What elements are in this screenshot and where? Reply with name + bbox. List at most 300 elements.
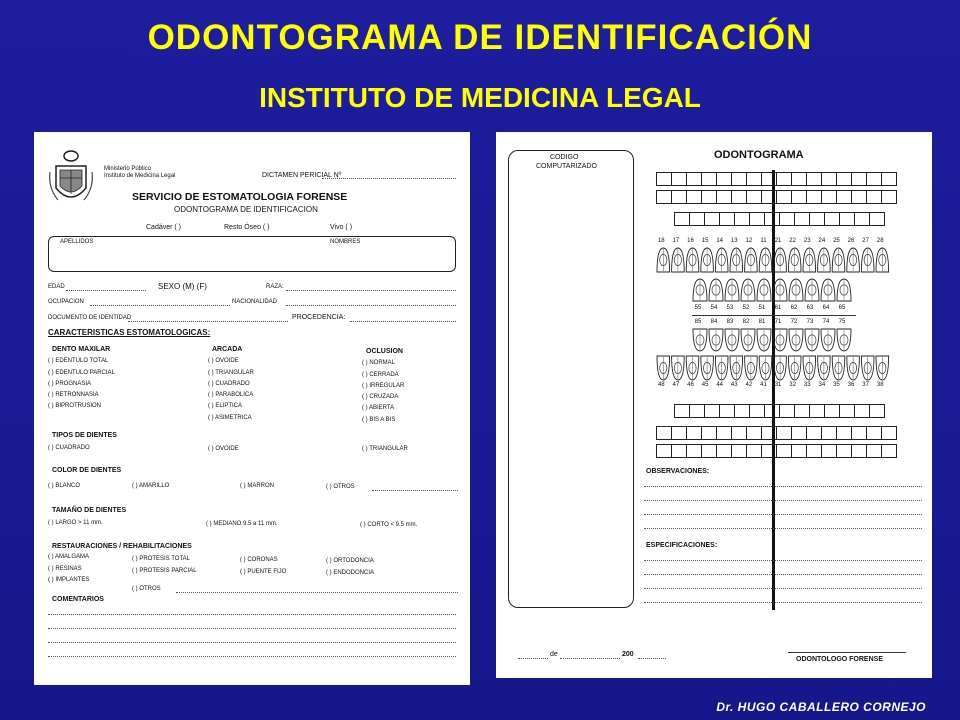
tooth-number: 51 <box>758 305 766 311</box>
tooth-diagram[interactable] <box>725 329 739 351</box>
tooth-cell[interactable] <box>762 444 777 458</box>
tooth-number: 38 <box>876 382 884 388</box>
tooth-number: 42 <box>745 382 753 388</box>
tooth-diagram[interactable] <box>741 279 755 301</box>
dictamen-field[interactable] <box>322 178 456 179</box>
names-box[interactable] <box>48 236 456 272</box>
tooth-diagram[interactable] <box>759 356 772 380</box>
tooth-diagram[interactable] <box>818 356 831 380</box>
restauracion-option[interactable]: ( ) IMPLANTES <box>48 577 90 583</box>
tooth-number: 35 <box>833 382 840 388</box>
tooth-diagram[interactable] <box>693 329 707 351</box>
tooth-diagram[interactable] <box>745 248 758 272</box>
tooth-cell[interactable] <box>792 172 807 186</box>
lower-grid-row-short[interactable] <box>674 404 885 418</box>
tooth-number: 27 <box>862 238 869 244</box>
upper-deciduous-teeth[interactable] <box>692 277 852 303</box>
lower-deciduous-teeth[interactable] <box>692 327 852 353</box>
tooth-number: 14 <box>716 238 724 244</box>
tooth-diagram[interactable] <box>788 356 801 380</box>
tooth-number: 23 <box>803 238 811 244</box>
tooth-diagram[interactable] <box>757 329 771 351</box>
tooth-cell[interactable] <box>732 426 747 440</box>
tooth-cell[interactable] <box>765 212 780 226</box>
status-vivo[interactable]: Vivo ( ) <box>330 224 353 231</box>
arcada-option[interactable]: ( ) OVOIDE <box>208 358 239 364</box>
status-cadaver[interactable]: Cadáver ( ) <box>146 224 182 231</box>
dento-option[interactable]: ( ) EDENTULO PARCIAL <box>48 370 115 376</box>
arcada-option[interactable]: ( ) CUADRADO <box>208 381 250 387</box>
tooth-diagram[interactable] <box>818 248 831 272</box>
upper-permanent-labels <box>654 238 888 244</box>
tooth-cell[interactable] <box>852 172 867 186</box>
tooth-cell[interactable] <box>765 404 780 418</box>
tooth-diagram[interactable] <box>847 248 860 272</box>
tooth-number: 24 <box>818 238 826 244</box>
tooth-cell[interactable] <box>780 212 795 226</box>
slide-subtitle: INSTITUTO DE MEDICINA LEGAL <box>259 82 701 113</box>
tooth-diagram[interactable] <box>803 356 816 380</box>
tooth-cell[interactable] <box>747 172 762 186</box>
tooth-number: 22 <box>789 238 796 244</box>
especificaciones-line[interactable] <box>644 602 922 603</box>
tooth-number: 34 <box>818 382 826 388</box>
tooth-number: 31 <box>774 382 782 388</box>
lower-deciduous-labels <box>690 319 850 325</box>
tooth-number: 37 <box>862 382 869 388</box>
tooth-number: 41 <box>760 382 767 388</box>
tooth-number: 18 <box>657 238 665 244</box>
date-year-field[interactable] <box>638 658 666 659</box>
tooth-cell[interactable] <box>717 190 732 204</box>
tooth-cell[interactable] <box>882 426 897 440</box>
tooth-cell[interactable] <box>702 444 717 458</box>
tooth-diagram[interactable] <box>715 248 728 272</box>
tooth-diagram[interactable] <box>672 248 685 272</box>
tooth-number: 25 <box>833 238 840 244</box>
tooth-diagram[interactable] <box>701 248 714 272</box>
tooth-cell[interactable] <box>735 404 750 418</box>
tooth-cell[interactable] <box>747 444 762 458</box>
tooth-cell[interactable] <box>687 172 702 186</box>
tooth-number: 13 <box>730 238 738 244</box>
tooth-diagram[interactable] <box>847 356 860 380</box>
tooth-cell[interactable] <box>717 426 732 440</box>
tooth-cell[interactable] <box>882 190 897 204</box>
especificaciones-line[interactable] <box>644 588 922 589</box>
restauracion-option[interactable]: ( ) AMALGAMA <box>48 554 90 560</box>
especificaciones-line[interactable] <box>644 574 922 575</box>
tooth-number: 55 <box>694 305 702 311</box>
tooth-number: 48 <box>657 382 665 388</box>
tooth-cell[interactable] <box>690 404 705 418</box>
tooth-cell[interactable] <box>882 172 897 186</box>
color-otros-field[interactable] <box>372 490 458 491</box>
tooth-cell[interactable] <box>687 444 702 458</box>
tooth-cell[interactable] <box>867 172 882 186</box>
tooth-cell[interactable] <box>807 190 822 204</box>
sexo-label: SEXO (M) (F) <box>158 282 207 291</box>
tooth-cell[interactable] <box>867 444 882 458</box>
especificaciones-line[interactable] <box>644 560 922 561</box>
caracteristicas-heading: CARACTERISTICAS ESTOMATOLOGICAS: <box>48 328 211 337</box>
tooth-cell[interactable] <box>674 212 690 226</box>
tooth-diagram[interactable] <box>657 248 670 272</box>
tooth-diagram[interactable] <box>821 329 835 351</box>
arcada-option[interactable]: ( ) PARABOLICA <box>208 392 254 398</box>
color-option[interactable]: ( ) MARRON <box>240 483 274 489</box>
tooth-cell[interactable] <box>762 172 777 186</box>
tooth-cell[interactable] <box>720 212 735 226</box>
tooth-cell[interactable] <box>810 404 825 418</box>
nacionalidad-label: NACIONALIDAD <box>232 299 278 305</box>
tooth-diagram[interactable] <box>805 329 819 351</box>
arcada-heading: ARCADA <box>212 346 243 353</box>
tooth-cell[interactable] <box>792 426 807 440</box>
form-title: ODONTOGRAMA DE IDENTIFICACION <box>174 205 318 214</box>
oclusion-heading: OCLUSION <box>366 348 403 355</box>
tooth-diagram[interactable] <box>861 356 874 380</box>
restauracion-option[interactable]: ( ) ENDODONCIA <box>326 570 374 576</box>
tooth-diagram[interactable] <box>672 356 685 380</box>
restauraciones-heading: RESTAURACIONES / REHABILITACIONES <box>52 543 192 550</box>
slide-title: ODONTOGRAMA DE IDENTIFICACIÓN <box>147 18 813 57</box>
tooth-diagram[interactable] <box>789 279 803 301</box>
tooth-diagram[interactable] <box>773 329 787 351</box>
tooth-cell[interactable] <box>747 426 762 440</box>
tooth-diagram[interactable] <box>730 356 743 380</box>
tamano-option[interactable]: ( ) LARGO > 11 mm. <box>48 520 103 526</box>
tooth-cell[interactable] <box>672 172 687 186</box>
tooth-number: 62 <box>790 305 798 311</box>
service-title: SERVICIO DE ESTOMATOLOGIA FORENSE <box>132 191 348 203</box>
tooth-cell[interactable] <box>702 190 717 204</box>
raza-field[interactable] <box>286 290 456 291</box>
tooth-cell[interactable] <box>852 426 867 440</box>
tooth-cell[interactable] <box>867 190 882 204</box>
tooth-cell[interactable] <box>656 190 672 204</box>
tooth-cell[interactable] <box>702 172 717 186</box>
tamano-option[interactable]: ( ) MEDIANO 9.5 a 11 mm. <box>206 521 278 527</box>
tooth-diagram[interactable] <box>773 279 787 301</box>
tooth-cell[interactable] <box>807 444 822 458</box>
tooth-cell[interactable] <box>674 404 690 418</box>
tooth-cell[interactable] <box>762 426 777 440</box>
tooth-cell[interactable] <box>672 426 687 440</box>
edad-label: EDAD <box>48 284 65 290</box>
odontograma-title: ODONTOGRAMA <box>714 149 804 161</box>
tooth-cell[interactable] <box>777 444 792 458</box>
oclusion-option[interactable]: ( ) CERRADA <box>362 372 399 378</box>
tooth-diagram[interactable] <box>774 356 787 380</box>
date-place-field[interactable] <box>518 658 548 659</box>
especificaciones-heading: ESPECIFICACIONES: <box>646 542 718 549</box>
tooth-cell[interactable] <box>822 444 837 458</box>
status-resto-oseo[interactable]: Resto Óseo ( ) <box>224 224 270 231</box>
tooth-cell[interactable] <box>822 172 837 186</box>
tooth-cell[interactable] <box>822 190 837 204</box>
comentarios-line[interactable] <box>48 656 456 657</box>
tooth-number: 75 <box>838 319 846 325</box>
tooth-cell[interactable] <box>825 212 840 226</box>
tooth-cell[interactable] <box>870 404 885 418</box>
tooth-cell[interactable] <box>810 212 825 226</box>
observaciones-line[interactable] <box>644 528 922 529</box>
arcada-option[interactable]: ( ) ASIMETRICA <box>208 415 252 421</box>
ocupacion-label: OCUPACION <box>48 299 84 305</box>
tooth-diagram[interactable] <box>821 279 835 301</box>
tooth-cell[interactable] <box>825 404 840 418</box>
tooth-diagram[interactable] <box>686 356 699 380</box>
tooth-diagram[interactable] <box>803 248 816 272</box>
tooth-number: 84 <box>710 319 718 325</box>
tooth-number: 43 <box>730 382 738 388</box>
oclusion-option[interactable]: ( ) IRREGULAR <box>362 383 405 389</box>
occlusal-line <box>692 315 856 316</box>
coat-of-arms-emblem <box>46 148 96 212</box>
lower-permanent-teeth[interactable] <box>656 354 892 382</box>
tooth-number: 61 <box>774 305 782 311</box>
tooth-cell[interactable] <box>705 212 720 226</box>
color-option[interactable]: ( ) OTROS <box>326 484 355 490</box>
tooth-number: 71 <box>774 319 782 325</box>
nacionalidad-field[interactable] <box>286 305 456 306</box>
tipos-option[interactable]: ( ) CUADRADO <box>48 445 90 451</box>
tooth-cell[interactable] <box>732 190 747 204</box>
procedencia-field[interactable] <box>350 321 456 322</box>
upper-permanent-teeth[interactable] <box>656 246 892 274</box>
identification-form-sheet <box>34 132 470 685</box>
upper-grid-row[interactable] <box>656 190 897 204</box>
tooth-cell[interactable] <box>656 172 672 186</box>
tooth-cell[interactable] <box>732 172 747 186</box>
observaciones-line[interactable] <box>644 486 922 487</box>
tooth-cell[interactable] <box>747 190 762 204</box>
tooth-diagram[interactable] <box>805 279 819 301</box>
tooth-cell[interactable] <box>690 212 705 226</box>
tooth-number: 85 <box>694 319 702 325</box>
tamano-heading: TAMAÑO DE DIENTES <box>52 507 127 514</box>
tooth-diagram[interactable] <box>745 356 758 380</box>
tooth-cell[interactable] <box>720 404 735 418</box>
tooth-cell[interactable] <box>777 172 792 186</box>
tooth-cell[interactable] <box>867 426 882 440</box>
oclusion-option[interactable]: ( ) BIS A BIS <box>362 417 396 423</box>
tooth-diagram[interactable] <box>774 248 787 272</box>
tooth-cell[interactable] <box>837 172 852 186</box>
tooth-diagram[interactable] <box>715 356 728 380</box>
tooth-number: 82 <box>742 319 750 325</box>
tooth-cell[interactable] <box>795 404 810 418</box>
codigo-label: CODIGO <box>550 154 579 161</box>
dento-maxilar-heading: DENTO MAXILAR <box>52 346 111 353</box>
tamano-option[interactable]: ( ) CORTO < 9.5 mm. <box>360 522 418 528</box>
tooth-number: 83 <box>726 319 734 325</box>
edad-field[interactable] <box>66 290 146 291</box>
comentarios-line[interactable] <box>48 628 456 629</box>
tooth-diagram[interactable] <box>709 329 723 351</box>
tooth-number: 21 <box>774 238 782 244</box>
tooth-cell[interactable] <box>837 190 852 204</box>
restauracion-option[interactable]: ( ) CORONAS <box>240 557 278 563</box>
tooth-cell[interactable] <box>656 426 672 440</box>
tooth-cell[interactable] <box>735 212 750 226</box>
procedencia-label: PROCEDENCIA: <box>292 314 346 321</box>
tooth-cell[interactable] <box>837 426 852 440</box>
lower-grid-row[interactable] <box>656 444 897 458</box>
comentarios-line[interactable] <box>48 614 456 615</box>
tooth-number: 26 <box>847 238 855 244</box>
midline-divider <box>772 170 775 610</box>
tooth-number: 47 <box>672 382 680 388</box>
color-option[interactable]: ( ) BLANCO <box>48 483 81 489</box>
tooth-cell[interactable] <box>777 426 792 440</box>
apellidos-label: APELLIDOS <box>60 239 94 245</box>
tooth-number: 12 <box>745 238 753 244</box>
documento-field[interactable] <box>128 321 288 322</box>
upper-grid-row[interactable] <box>656 172 897 186</box>
comentarios-line[interactable] <box>48 642 456 643</box>
arcada-option[interactable]: ( ) ELIPTICA <box>208 403 243 409</box>
tooth-diagram[interactable] <box>757 279 771 301</box>
restauracion-option[interactable]: ( ) PROTESIS TOTAL <box>132 556 191 562</box>
dento-option[interactable]: ( ) PROGNASIA <box>48 381 92 387</box>
tooth-cell[interactable] <box>837 444 852 458</box>
tooth-number: 53 <box>726 305 734 311</box>
tooth-diagram[interactable] <box>730 248 743 272</box>
comentarios-heading: COMENTARIOS <box>52 596 104 603</box>
tooth-cell[interactable] <box>852 444 867 458</box>
tooth-diagram[interactable] <box>686 248 699 272</box>
upper-deciduous-labels <box>690 305 850 311</box>
tooth-cell[interactable] <box>822 426 837 440</box>
tooth-number: 65 <box>838 305 846 311</box>
date-month-field[interactable] <box>560 658 620 659</box>
lower-permanent-labels <box>654 382 888 388</box>
tooth-cell[interactable] <box>792 444 807 458</box>
tooth-cell[interactable] <box>717 444 732 458</box>
tooth-diagram[interactable] <box>788 248 801 272</box>
tooth-cell[interactable] <box>795 212 810 226</box>
tooth-number: 15 <box>701 238 709 244</box>
tooth-cell[interactable] <box>672 444 687 458</box>
institute-label: Instituto de Medicina Legal <box>104 173 176 179</box>
tooth-diagram[interactable] <box>876 356 889 380</box>
oclusion-option[interactable]: ( ) ABIERTA <box>362 405 395 411</box>
tooth-diagram[interactable] <box>789 329 803 351</box>
tooth-diagram[interactable] <box>709 279 723 301</box>
tooth-diagram[interactable] <box>741 329 755 351</box>
dento-option[interactable]: ( ) RETRONNASIA <box>48 392 99 398</box>
codigo-label-2: COMPUTARIZADO <box>536 163 597 170</box>
color-option[interactable]: ( ) AMARILLO <box>132 483 170 489</box>
tooth-number: 73 <box>806 319 814 325</box>
signature-line[interactable] <box>788 652 906 653</box>
tooth-number: 46 <box>687 382 694 388</box>
tooth-cell[interactable] <box>807 172 822 186</box>
tooth-cell[interactable] <box>732 444 747 458</box>
tooth-number: 32 <box>789 382 796 388</box>
tooth-diagram[interactable] <box>861 248 874 272</box>
odontologo-label: ODONTOLOGO FORENSE <box>796 656 883 663</box>
odontogram-sheet <box>496 132 932 678</box>
tooth-diagram[interactable] <box>832 248 845 272</box>
tooth-diagram[interactable] <box>832 356 845 380</box>
tooth-cell[interactable] <box>717 172 732 186</box>
tooth-cell[interactable] <box>870 212 885 226</box>
tooth-number: 54 <box>710 305 718 311</box>
upper-grid-row-short[interactable] <box>674 212 885 226</box>
restauracion-option[interactable]: ( ) ORTODONCIA <box>326 558 374 564</box>
tooth-cell[interactable] <box>882 444 897 458</box>
tooth-cell[interactable] <box>687 426 702 440</box>
tooth-cell[interactable] <box>852 190 867 204</box>
tooth-cell[interactable] <box>855 404 870 418</box>
tooth-cell[interactable] <box>792 190 807 204</box>
tooth-diagram[interactable] <box>725 279 739 301</box>
tooth-diagram[interactable] <box>657 356 670 380</box>
lower-grid-row[interactable] <box>656 426 897 440</box>
oclusion-option[interactable]: ( ) CRUZADA <box>362 394 399 400</box>
tooth-number: 63 <box>806 305 814 311</box>
tooth-diagram[interactable] <box>693 279 707 301</box>
tooth-cell[interactable] <box>687 190 702 204</box>
restauracion-option[interactable]: ( ) RESINAS <box>48 566 82 572</box>
ocupacion-field[interactable] <box>90 305 230 306</box>
dento-option[interactable]: ( ) BIPROTRUSION <box>48 403 102 409</box>
observaciones-line[interactable] <box>644 514 922 515</box>
tooth-number: 64 <box>822 305 830 311</box>
ministry-label: Ministerio Público <box>104 166 152 172</box>
restauracion-option[interactable]: ( ) PUENTE FIJO <box>240 569 287 575</box>
tipos-option[interactable]: ( ) OVOIDE <box>208 446 239 452</box>
tooth-cell[interactable] <box>705 404 720 418</box>
tooth-cell[interactable] <box>840 404 855 418</box>
tooth-diagram[interactable] <box>876 248 889 272</box>
tooth-cell[interactable] <box>780 404 795 418</box>
tooth-cell[interactable] <box>656 444 672 458</box>
tooth-cell[interactable] <box>807 426 822 440</box>
observaciones-heading: OBSERVACIONES: <box>646 468 710 475</box>
tooth-number: 11 <box>760 238 767 244</box>
restauracion-option[interactable]: ( ) OTROS <box>132 586 161 592</box>
tooth-cell[interactable] <box>672 190 687 204</box>
tooth-diagram[interactable] <box>837 329 851 351</box>
author-credit: Dr. HUGO CABALLERO CORNEJO <box>716 700 926 714</box>
tooth-number: 17 <box>672 238 680 244</box>
tooth-cell[interactable] <box>702 426 717 440</box>
raza-label: RAZA: <box>266 284 284 290</box>
tooth-diagram[interactable] <box>701 356 714 380</box>
tooth-cell[interactable] <box>840 212 855 226</box>
tooth-diagram[interactable] <box>837 279 851 301</box>
restauracion-otros-field[interactable] <box>176 592 458 593</box>
tooth-cell[interactable] <box>855 212 870 226</box>
tooth-cell[interactable] <box>762 190 777 204</box>
codigo-box[interactable] <box>508 150 634 608</box>
restauracion-option[interactable]: ( ) PROTESIS PARCIAL <box>132 568 197 574</box>
tooth-cell[interactable] <box>777 190 792 204</box>
tooth-number: 44 <box>716 382 724 388</box>
oclusion-option[interactable]: ( ) NORMAL <box>362 360 395 366</box>
observaciones-line[interactable] <box>644 500 922 501</box>
dento-option[interactable]: ( ) EDENTULO TOTAL <box>48 358 109 364</box>
tooth-cell[interactable] <box>750 212 765 226</box>
tooth-diagram[interactable] <box>759 248 772 272</box>
arcada-option[interactable]: ( ) TRIANGULAR <box>208 370 254 376</box>
tooth-cell[interactable] <box>750 404 765 418</box>
tipos-option[interactable]: ( ) TRIANGULAR <box>362 446 408 452</box>
